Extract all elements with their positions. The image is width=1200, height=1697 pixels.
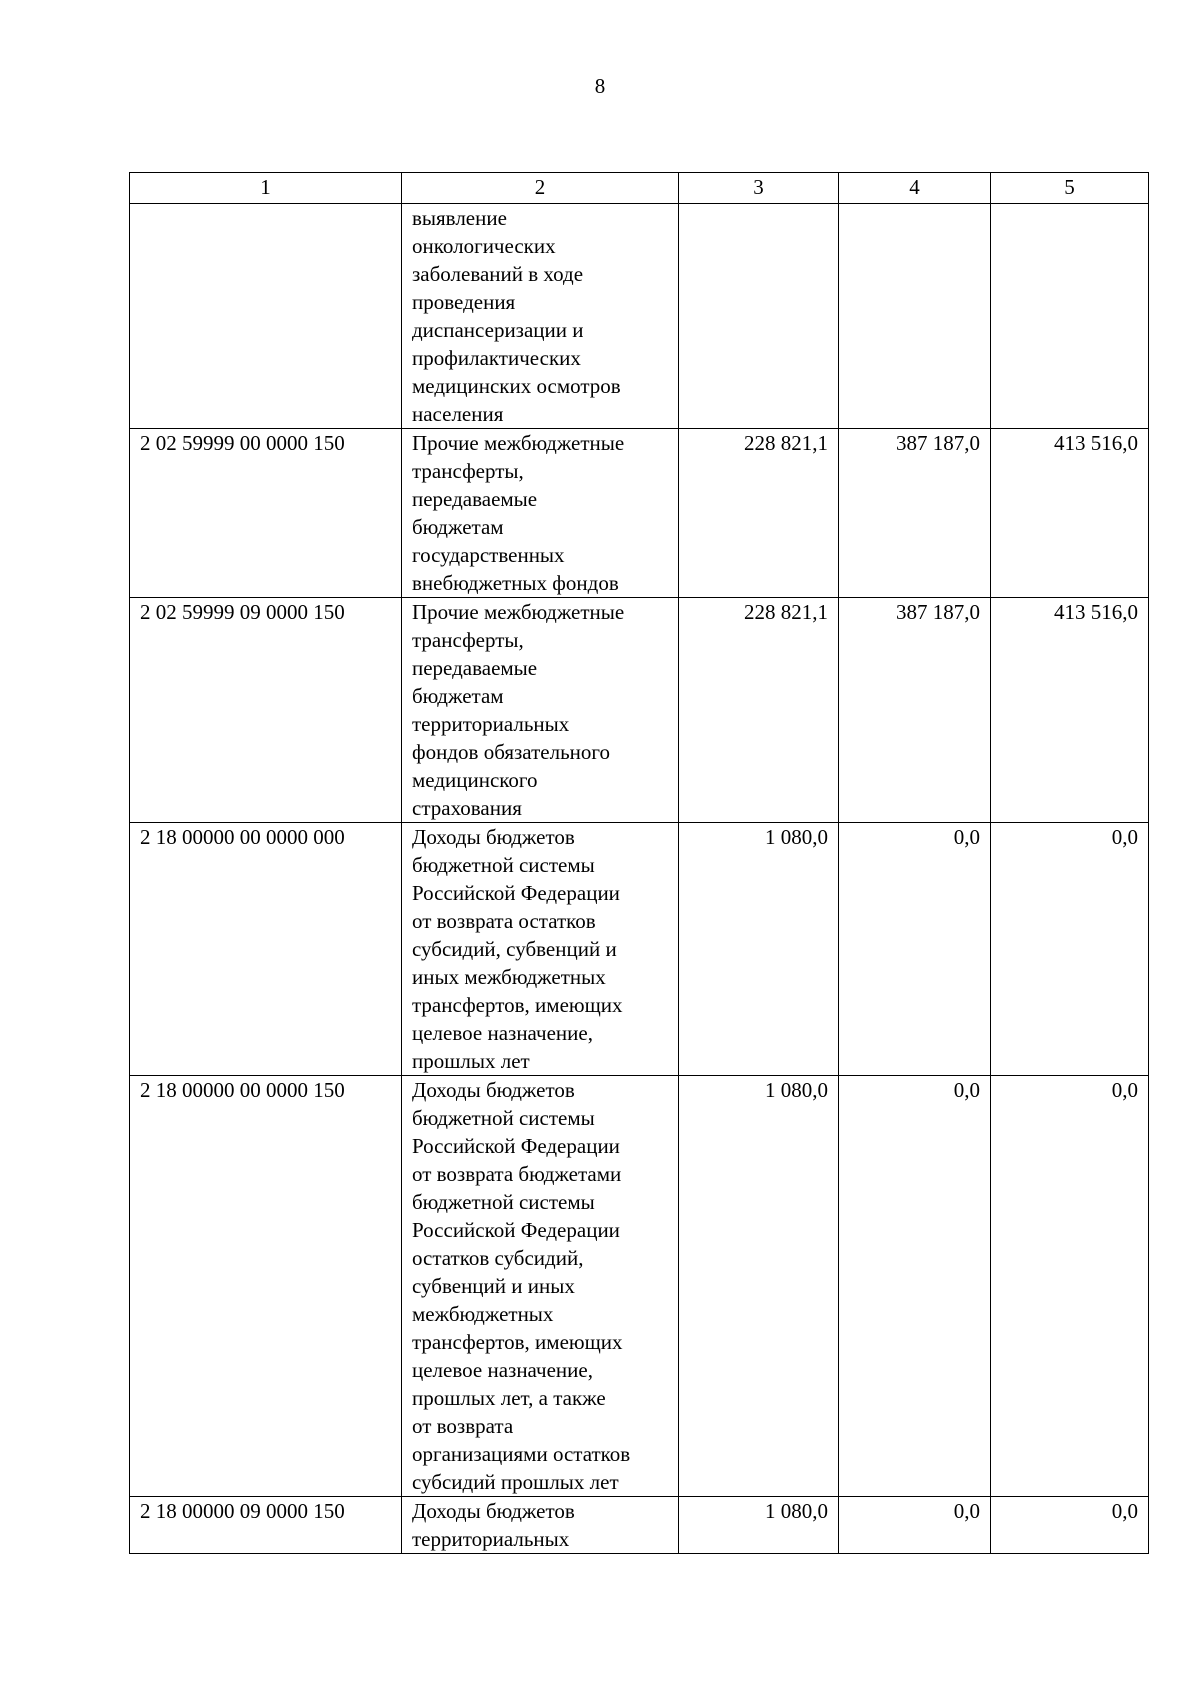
column-header-3: 3 — [679, 173, 839, 204]
budget-revenue-table — [129, 172, 1149, 1554]
amount-col3-cell — [679, 204, 839, 429]
amount-col3-cell: 228 821,1 — [679, 598, 839, 823]
table-row — [130, 1076, 1149, 1497]
budget-code-cell: 2 02 59999 09 0000 150 — [130, 598, 402, 823]
budget-code-cell: 2 02 59999 00 0000 150 — [130, 429, 402, 598]
amount-col5-cell: 0,0 — [991, 1076, 1149, 1497]
table-row — [130, 429, 1149, 598]
amount-col3-cell: 1 080,0 — [679, 1076, 839, 1497]
amount-col4-cell: 0,0 — [839, 823, 991, 1076]
revenue-name-cell: Доходы бюджетов территориальных — [402, 1497, 679, 1554]
table-row — [130, 598, 1149, 823]
amount-col4-cell: 387 187,0 — [839, 429, 991, 598]
amount-col4-cell: 387 187,0 — [839, 598, 991, 823]
table-row — [130, 1497, 1149, 1554]
budget-code-cell — [130, 204, 402, 429]
revenue-name-cell: Доходы бюджетов бюджетной системы Российской Федерации от возврата бюджетами бюджетной системы Российской Федерации остатков субсидий, субвенций и иных межбюджетных трансфертов, имеющих целевое назначение, прошлых лет, а также от возврата организациями остатков субсидий прошлых лет — [402, 1076, 679, 1497]
column-header-1: 1 — [130, 173, 402, 204]
revenue-name-cell: Доходы бюджетов бюджетной системы Российской Федерации от возврата остатков субсидий, субвенций и иных межбюджетных трансфертов, имеющих целевое назначение, прошлых лет — [402, 823, 679, 1076]
amount-col4-cell — [839, 204, 991, 429]
amount-col4-cell: 0,0 — [839, 1497, 991, 1554]
amount-col5-cell — [991, 204, 1149, 429]
table-body — [130, 204, 1149, 1554]
column-header-4: 4 — [839, 173, 991, 204]
amount-col4-cell: 0,0 — [839, 1076, 991, 1497]
revenue-name-cell: выявление онкологических заболеваний в ходе проведения диспансеризации и профилактических медицинских осмотров населения — [402, 204, 679, 429]
page-number: 8 — [594, 74, 606, 98]
amount-col3-cell: 1 080,0 — [679, 823, 839, 1076]
budget-code-cell: 2 18 00000 09 0000 150 — [130, 1497, 402, 1554]
amount-col3-cell: 1 080,0 — [679, 1497, 839, 1554]
column-header-5: 5 — [991, 173, 1149, 204]
column-header-2: 2 — [402, 173, 679, 204]
table-header — [130, 173, 1149, 204]
revenue-name-cell: Прочие межбюджетные трансферты, передаваемые бюджетам территориальных фондов обязательного медицинского страхования — [402, 598, 679, 823]
amount-col3-cell: 228 821,1 — [679, 429, 839, 598]
table-row — [130, 204, 1149, 429]
amount-col5-cell: 413 516,0 — [991, 598, 1149, 823]
amount-col5-cell: 0,0 — [991, 823, 1149, 1076]
budget-code-cell: 2 18 00000 00 0000 000 — [130, 823, 402, 1076]
header-row — [130, 173, 1149, 204]
table-row — [130, 823, 1149, 1076]
amount-col5-cell: 413 516,0 — [991, 429, 1149, 598]
budget-code-cell: 2 18 00000 00 0000 150 — [130, 1076, 402, 1497]
revenue-name-cell: Прочие межбюджетные трансферты, передаваемые бюджетам государственных внебюджетных фондов — [402, 429, 679, 598]
amount-col5-cell: 0,0 — [991, 1497, 1149, 1554]
